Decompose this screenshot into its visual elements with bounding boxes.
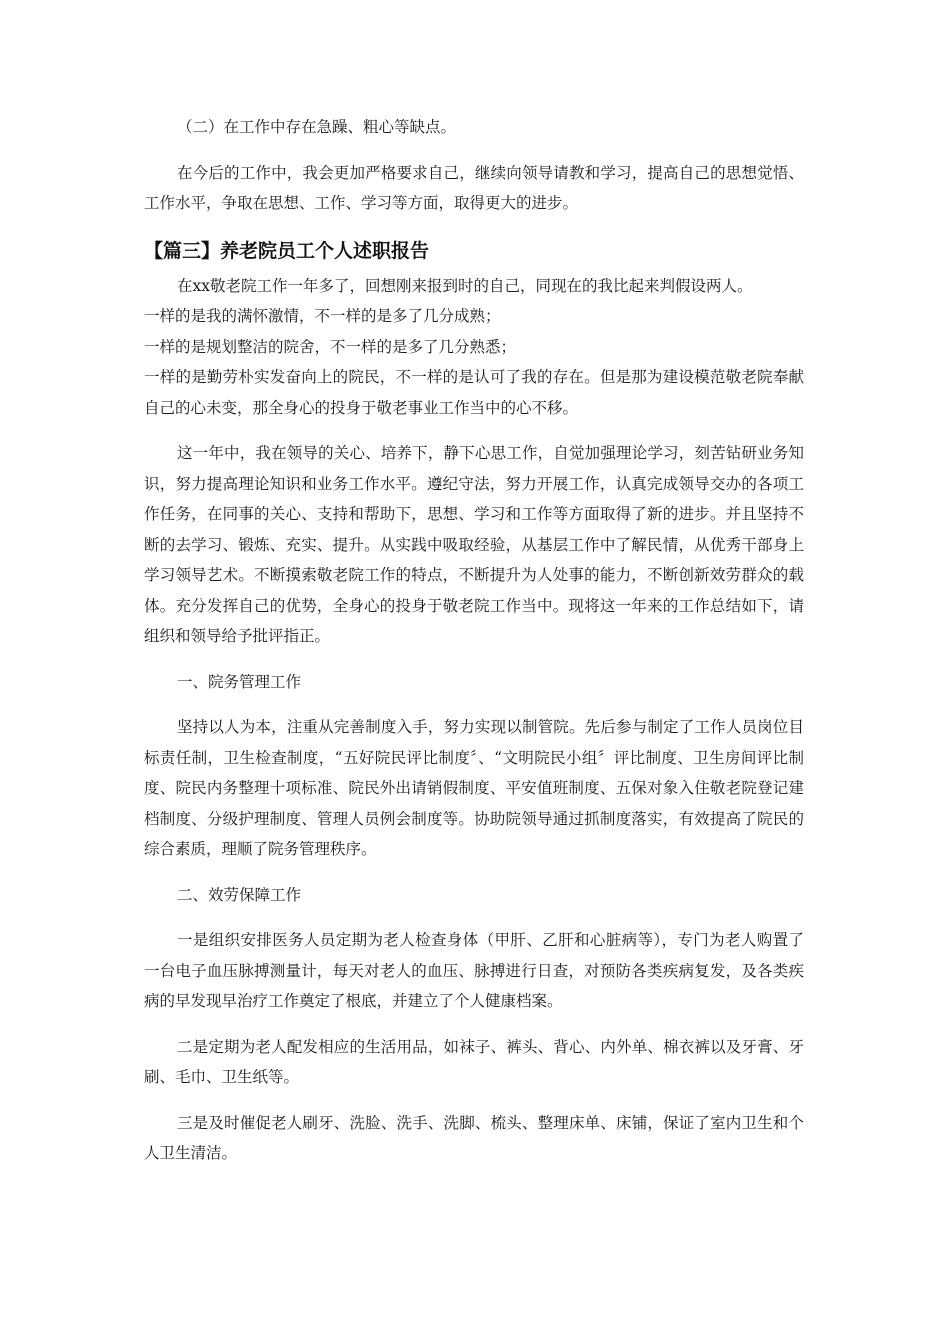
opening-line: 一样的是勤劳朴实发奋向上的院民，不一样的是认可了我的存在。但是那为建设模范敬老院奉献自己的心未变，那全身心的投身于敬老事业工作当中的心不移。 — [144, 368, 804, 417]
section-title: 【篇三】养老院员工个人述职报告 — [144, 239, 430, 262]
heading-affairs-management: 一、院务管理工作 — [177, 672, 302, 691]
service-item-paragraph: 三是及时催促老人刷牙、洗脸、洗手、洗脚、梳头、整理床单、床铺，保证了室内卫生和个人卫生清洁。 — [144, 1113, 804, 1162]
opening-first-line: 在xx敬老院工作一年多了，回想刚来报到时的自己，同现在的我比起来判假设两人。 — [177, 276, 753, 295]
summary-paragraph: 这一年中，我在领导的关心、培养下，静下心思工作，自觉加强理论学习，刻苦钻研业务知识，努力提高理论知识和业务工作水平。遵纪守法，努力开展工作，认真完成领导交办的各项工作任务，在同事的关心、支持和帮助下，思想、学习和工作等方面取得了新的进步。并且坚持不断的去学习、锻炼、充实、提升。从实践中吸取经验，从基层工作中了解民情，从优秀干部身上学习领导艺术。不断摸索敬老院工作的特点，不断提升为人处事的能力，不断创新效劳群众的载体。充分发挥自己的优势，全身心的投身于敬老院工作当中。现将这一年来的工作总结如下，请组织和领导给予批评指正。 — [144, 444, 804, 645]
document-body — [144, 112, 804, 1169]
shortcoming-paragraph: （二）在工作中存在急躁、粗心等缺点。 — [177, 118, 457, 136]
opening-block — [144, 271, 804, 424]
affairs-management-paragraph: 坚持以人为本，注重从完善制度入手，努力实现以制管院。先后参与制定了工作人员岗位目标责任制，卫生检查制度，“五好院民评比制度〞、“文明院民小组〞评比制度、卫生房间评比制度、院民内务整理十项标准、院民外出请销假制度、平安值班制度、五保对象入住敬老院登记建档制度、分级护理制度、管理人员例会制度等。协助院领导通过抓制度落实，有效提高了院民的综合素质，理顺了院务管理秩序。 — [144, 718, 804, 858]
opening-line: 一样的是我的满怀激情，不一样的是多了几分成熟； — [144, 307, 501, 325]
future-plan-paragraph: 在今后的工作中，我会更加严格要求自己，继续向领导请教和学习，提高自己的思想觉悟、工作水平，争取在思想、工作、学习等方面，取得更大的进步。 — [144, 163, 804, 212]
service-item-paragraph: 二是定期为老人配发相应的生活用品，如袜子、裤头、背心、内外单、棉衣裤以及牙膏、牙刷、毛巾、卫生纸等。 — [144, 1037, 804, 1086]
heading-service-support: 二、效劳保障工作 — [177, 885, 302, 904]
service-item-paragraph: 一是组织安排医务人员定期为老人检查身体（甲肝、乙肝和心脏病等），专门为老人购置了一台电子血压脉搏测量计，每天对老人的血压、脉搏进行日查，对预防各类疾病复发，及各类疾病的早发现早治疗工作奠定了根底，并建立了个人健康档案。 — [144, 931, 804, 1010]
opening-line: 一样的是规划整洁的院舍，不一样的是多了几分熟悉； — [144, 337, 517, 356]
